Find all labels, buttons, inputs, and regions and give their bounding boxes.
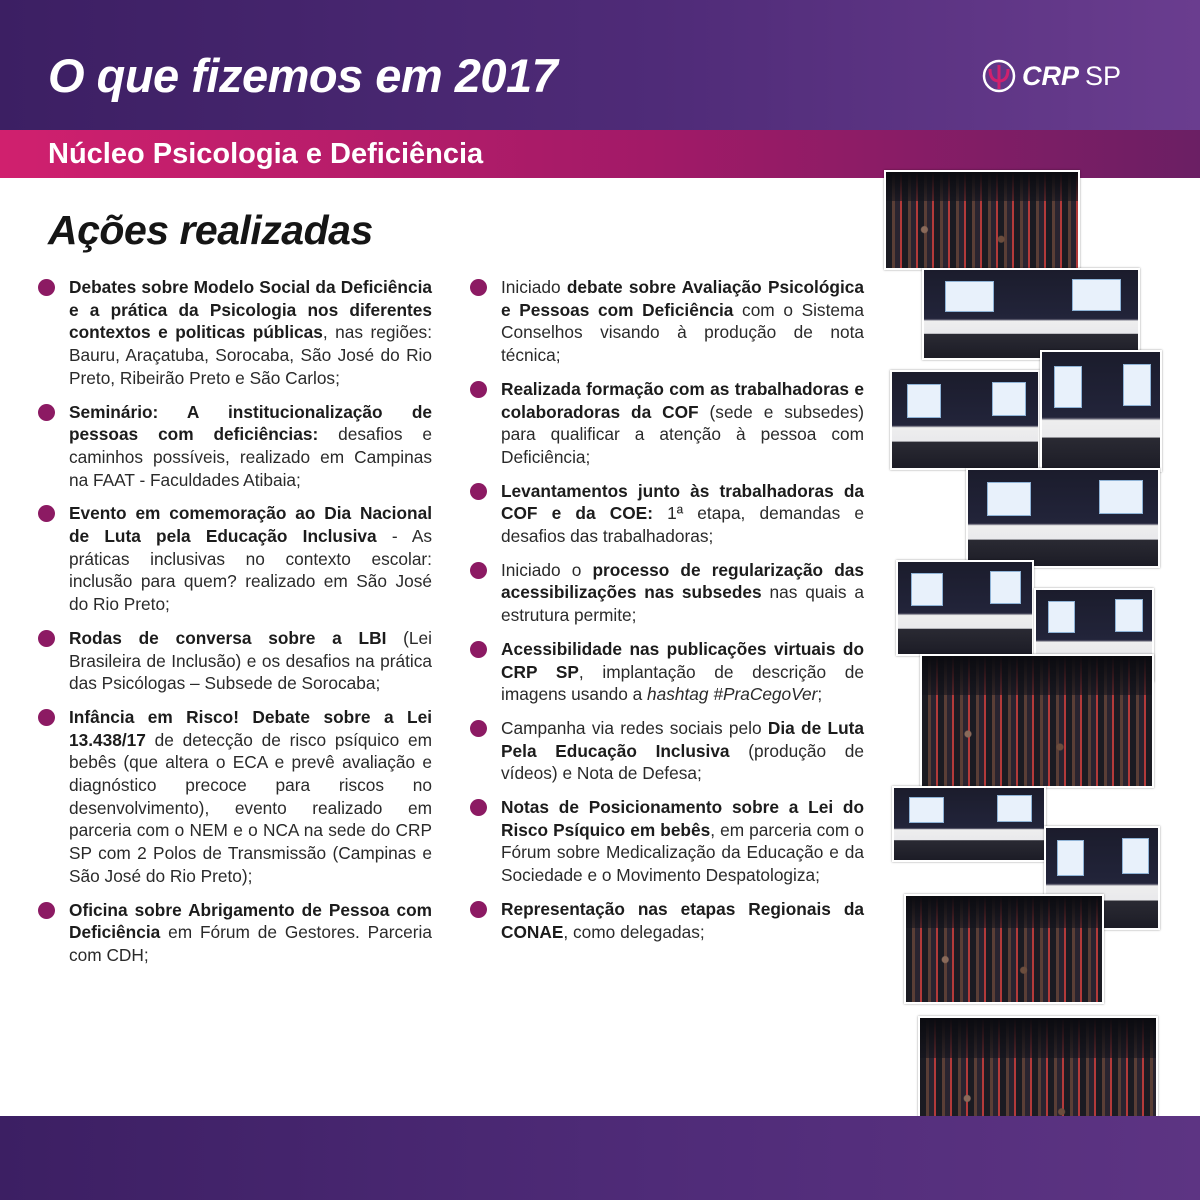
action-item-bold: Seminário: A institucionalização de pessoas com deficiências: [69, 401, 432, 445]
action-item [38, 276, 432, 390]
action-item-bold: Acessibilidade nas publicações virtuais do CRP SP [501, 638, 864, 682]
action-item-bold: Rodas de conversa sobre a LBI [69, 627, 387, 648]
action-item-bold: processo de regularização das acessibilizações nas subsedes [501, 559, 865, 603]
action-item-pre: Iniciado [501, 277, 567, 297]
bullet-icon [38, 505, 55, 522]
bullet-icon [470, 901, 487, 918]
bullet-icon [470, 279, 487, 296]
action-item [470, 480, 864, 548]
action-item [38, 401, 432, 492]
event-photo [896, 560, 1034, 656]
action-item [38, 899, 432, 967]
action-item [38, 627, 432, 695]
action-item [38, 502, 432, 616]
action-item [470, 559, 864, 627]
bullet-icon [470, 641, 487, 658]
action-item-rest: de detecção de risco psíquico em bebês (que altera o ECA e prevê avaliação e diagnóstico precoce para riscos no desenvolvimento), evento realizado em parceria com o NEM e o NCA na sede do CRP SP com 2 Polos de Transmissão (Campinas e São José do Rio Preto); [69, 729, 432, 886]
action-item-rest: , implantação de descrição de imagens usando a [501, 661, 864, 705]
event-photo [892, 786, 1046, 862]
action-item-rest: (produção de vídeos) e Nota de Defesa; [501, 740, 864, 784]
action-item-rest: , como delegadas; [563, 921, 705, 942]
subheader-title: Núcleo Psicologia e Deficiência [48, 138, 484, 170]
event-photo [1040, 350, 1162, 472]
action-item-pre: Campanha via redes sociais pelo [501, 717, 768, 738]
action-item [38, 706, 432, 888]
logo-text-sp: SP [1085, 60, 1122, 91]
bullet-icon [470, 483, 487, 500]
event-photo [922, 268, 1140, 360]
action-item-rest: (sede e subsedes) para qualificar a atenção à pessoa com Deficiência; [501, 401, 864, 467]
action-item [470, 638, 864, 706]
bullet-icon [38, 404, 55, 421]
action-item [470, 717, 864, 785]
action-item-rest: , nas regiões: Bauru, Araçatuba, Sorocaba, São José do Rio Preto, Ribeirão Preto e São Carlos; [69, 322, 432, 388]
action-item-rest: (Lei Brasileira de Inclusão) e os desafios na prática das Psicólogas – Subsede de Sorocaba; [69, 627, 432, 694]
bullet-icon [38, 709, 55, 726]
action-item-rest: com o Sistema Conselhos visando à produção de nota técnica; [501, 299, 864, 366]
bullet-icon [470, 720, 487, 737]
crp-sp-logo [982, 58, 1121, 94]
action-item-bold: Infância em Risco! Debate sobre a Lei 13.438/17 [69, 706, 432, 750]
action-item-bold: Realizada formação com as trabalhadoras e colaboradoras da COF [501, 378, 864, 422]
bullet-icon [470, 381, 487, 398]
action-item-bold: Dia de Luta Pela Educação Inclusiva [501, 717, 864, 761]
action-item-rest: em Fórum de Gestores. Parceria com CDH; [69, 922, 432, 965]
psi-logo-icon [982, 59, 1016, 93]
action-item-bold: Evento em comemoração ao Dia Nacional de Luta pela Educação Inclusiva [69, 503, 432, 547]
action-item-bold: Representação nas etapas Regionais da CONAE [501, 898, 864, 942]
action-item-rest: desafios e caminhos possíveis, realizado em Campinas na FAAT - Faculdades Atibaia; [69, 424, 432, 490]
event-photo [890, 370, 1040, 470]
action-item-tail: ; [817, 684, 823, 705]
event-photo [884, 170, 1080, 270]
action-item-rest: nas quais a estrutura permite; [501, 582, 864, 626]
footer-band [0, 1116, 1200, 1200]
section-title: Ações realizadas [48, 207, 373, 253]
event-photo [966, 468, 1160, 568]
action-item-bold: Debates sobre Modelo Social da Deficiência e a prática da Psicologia nos diferentes contextos e politicas públicas [69, 277, 432, 343]
event-photo [904, 894, 1104, 1004]
actions-list-left [38, 276, 432, 978]
action-item-rest: - As práticas inclusivas no contexto escolar: inclusão para quem? realizado em São José do Rio Preto; [69, 526, 432, 615]
action-item-italic: hashtag #PraCegoVer [647, 684, 818, 705]
action-item-pre: Iniciado o [501, 559, 593, 580]
bullet-icon [38, 630, 55, 647]
action-item [470, 898, 864, 943]
header-banner [0, 0, 1200, 130]
photo-collage [880, 170, 1160, 1150]
bullet-icon [38, 279, 55, 296]
actions-list-right [470, 276, 864, 954]
action-item-bold: debate sobre Avaliação Psicológica e Pessoas com Deficiência [501, 277, 864, 320]
action-item [470, 378, 864, 469]
action-item [470, 796, 864, 887]
bullet-icon [470, 799, 487, 816]
page-title: O que fizemos em 2017 [48, 49, 558, 102]
action-item-bold: Levantamentos junto às trabalhadoras da COF e da COE: [501, 480, 864, 524]
event-photo [920, 654, 1154, 788]
bullet-icon [38, 902, 55, 919]
action-item-rest: , em parceria com o Fórum sobre Medicalização da Educação e da Sociedade e o Movimento Despatologiza; [501, 819, 864, 886]
action-item-rest: 1ª etapa, demandas e desafios das trabalhadoras; [501, 503, 864, 547]
action-item-bold: Oficina sobre Abrigamento de Pessoa com Deficiência [69, 899, 432, 943]
logo-text-crp: CRP [1022, 60, 1080, 91]
action-item-bold: Notas de Posicionamento sobre a Lei do Risco Psíquico em bebês [501, 797, 864, 840]
action-item [470, 276, 864, 367]
bullet-icon [470, 562, 487, 579]
